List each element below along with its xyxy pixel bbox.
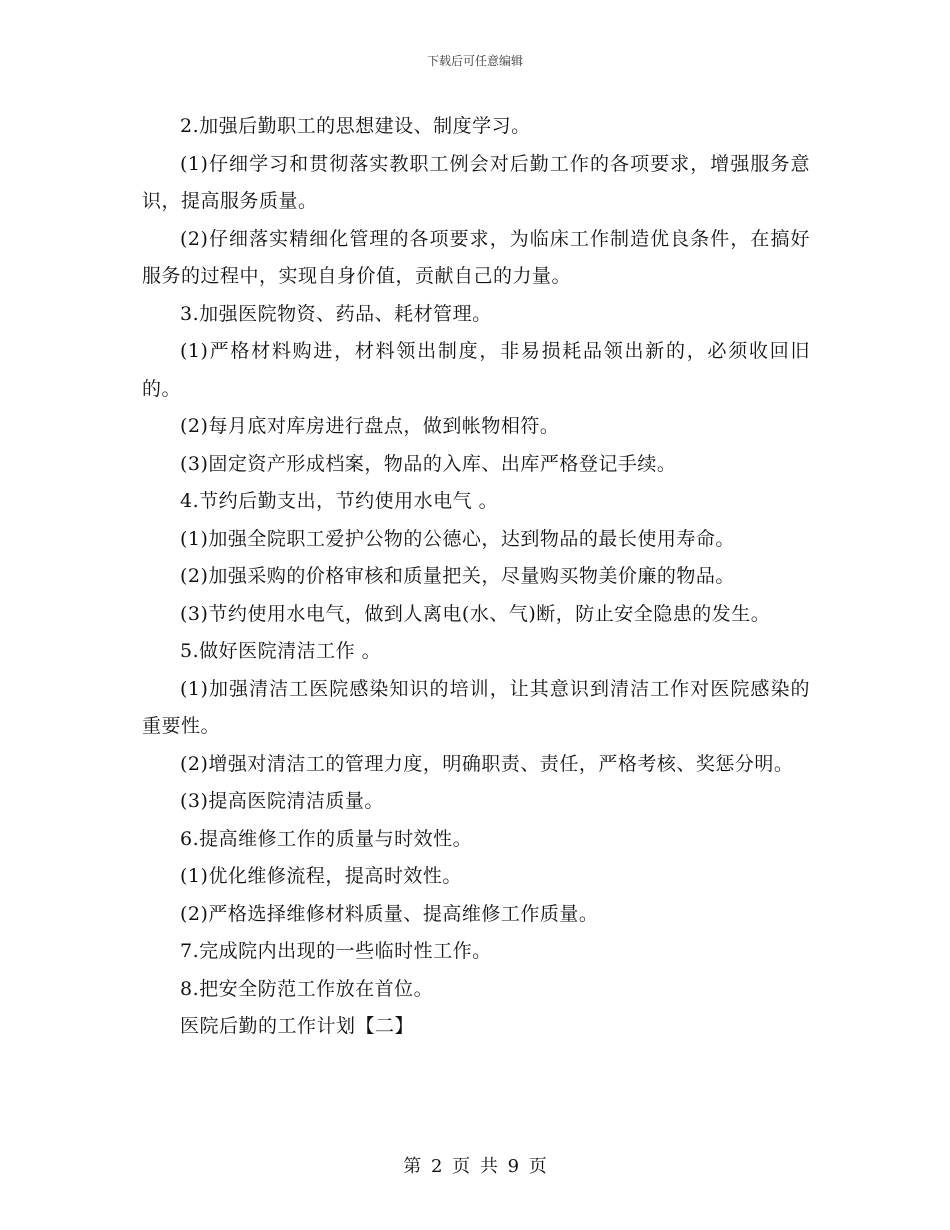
- paragraph: 5.做好医院清洁工作 。: [180, 640, 382, 662]
- paragraph: (2)每月底对库房进行盘点，做到帐物相符。: [180, 415, 560, 437]
- paragraph: (1)仔细学习和贯彻落实教职工例会对后勤工作的各项要求，增强服务意识，提高服务质量。: [142, 152, 810, 212]
- paragraph: 6.提高维修工作的质量与时效性。: [180, 827, 473, 850]
- paragraph: 4.节约后勤支出，节约使用水电气 。: [180, 490, 499, 512]
- paragraph: (2)增强对清洁工的管理力度，明确职责、责任，严格考核、奖惩分明。: [180, 752, 794, 775]
- paragraph: (2)加强采购的价格审核和质量把关，尽量购买物美价廉的物品。: [180, 565, 735, 587]
- paragraph: 8.把安全防范工作放在首位。: [180, 977, 434, 1000]
- paragraph: (1)严格材料购进，材料领出制度，非易损耗品领出新的，必须收回旧的。: [142, 340, 810, 400]
- section-heading: 医院后勤的工作计划【二】: [180, 1015, 415, 1037]
- paragraph: (3)提高医院清洁质量。: [180, 790, 384, 812]
- paragraph: 3.加强医院物资、药品、耗材管理。: [180, 302, 492, 325]
- page-header-note: 下载后可任意编辑: [426, 54, 523, 68]
- paragraph: (1)加强全院职工爱护公物的公德心，达到物品的最长使用寿命。: [180, 527, 735, 550]
- paragraph: (2)严格选择维修材料质量、提高维修工作质量。: [180, 902, 599, 925]
- paragraph: (1)优化维修流程，提高时效性。: [180, 865, 462, 887]
- page-number: 第 2 页 共 9 页: [403, 1156, 547, 1177]
- paragraph: (3)节约使用水电气，做到人离电(水、气)断，防止安全隐患的发生。: [180, 602, 771, 625]
- paragraph: 2.加强后勤职工的思想建设、制度学习。: [180, 115, 531, 137]
- paragraph: (1)加强清洁工医院感染知识的培训，让其意识到清洁工作对医院感染的重要性。: [142, 677, 810, 737]
- document-body: [142, 108, 810, 1046]
- paragraph: (2)仔细落实精细化管理的各项要求，为临床工作制造优良条件，在搞好服务的过程中，实现自身价值，贡献自己的力量。: [142, 227, 810, 287]
- paragraph: 7.完成院内出现的一些临时性工作。: [180, 940, 492, 962]
- paragraph: (3)固定资产形成档案，物品的入库、出库严格登记手续。: [180, 452, 677, 475]
